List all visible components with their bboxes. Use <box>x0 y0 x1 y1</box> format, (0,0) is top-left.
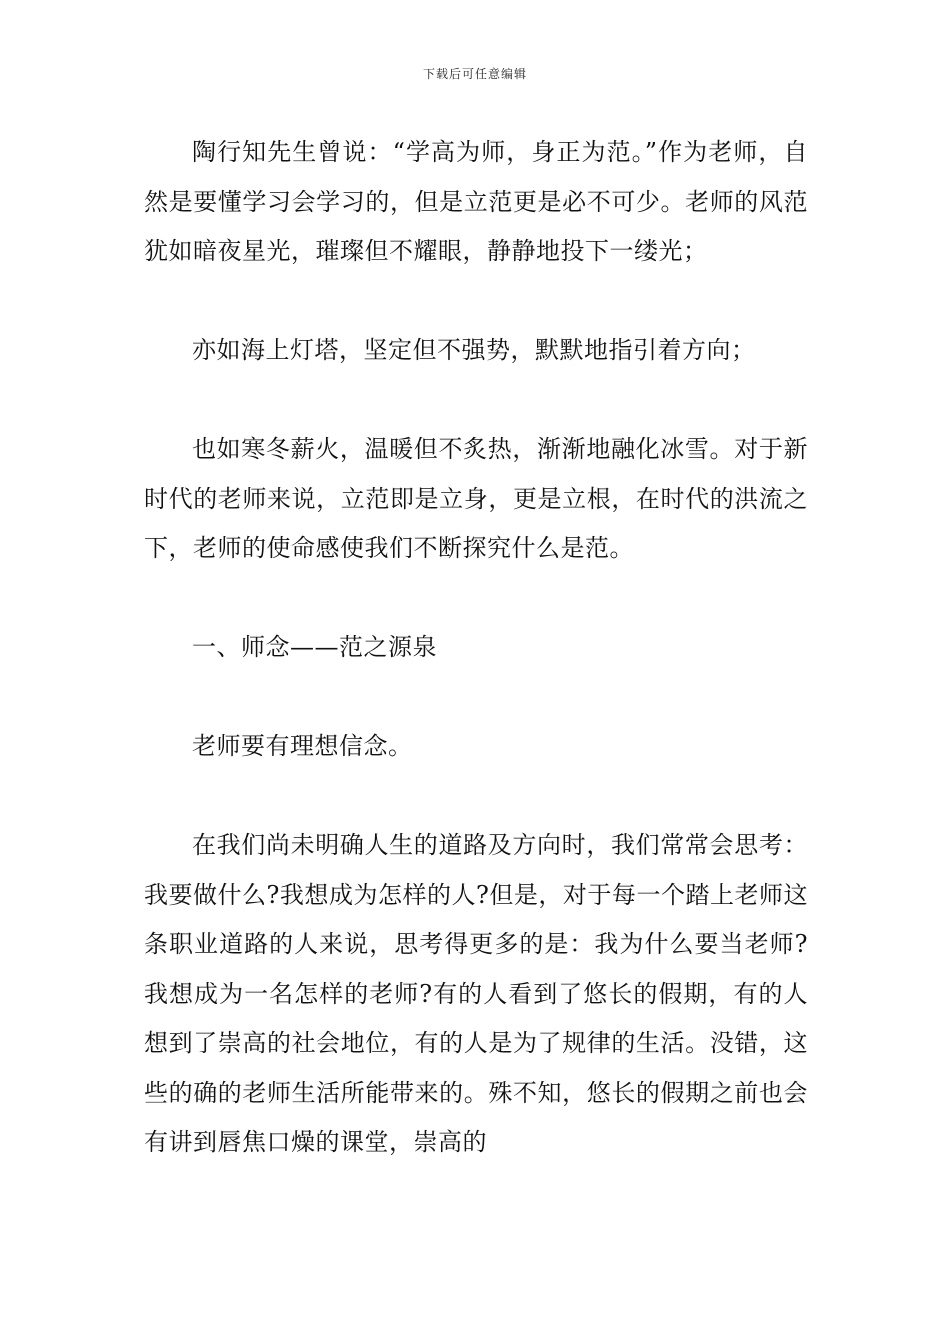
section-heading: 一、师念——范之源泉 <box>192 633 437 661</box>
paragraph-spacer <box>144 574 808 624</box>
paragraph-spacer <box>144 673 808 723</box>
paragraph-spacer <box>144 376 808 426</box>
paragraph-spacer <box>144 772 808 822</box>
paragraph-reflection: 在我们尚未明确人生的道路及方向时，我们常常会思考：我要做什么?我想成为怎样的人?但是，对于每一个踏上老师这条职业道路的人来说，思考得更多的是：我为什么要当老师?我想成为一名怎样的老师?有的人看到了悠长的假期，有的人想到了崇高的社会地位，有的人是为了规律的生活。没错，这些的确的老师生活所能带来的。殊不知，悠长的假期之前也会有讲到唇焦口燥的课堂，崇高的 <box>144 831 808 1156</box>
paragraph-spacer <box>144 277 808 327</box>
paragraph-lighthouse: 亦如海上灯塔，坚定但不强势，默默地指引着方向； <box>192 336 756 364</box>
document-body <box>144 128 808 1168</box>
paragraph-intro: 陶行知先生曾说：“学高为师，身正为范。”作为老师，自然是要懂学习会学习的，但是立范更是必不可少。老师的风范犹如暗夜星光，璀璨但不耀眼，静静地投下一缕光； <box>144 138 808 265</box>
paragraph-belief: 老师要有理想信念。 <box>192 732 413 760</box>
paragraph-fire: 也如寒冬薪火，温暖但不炙热，渐渐地融化冰雪。对于新时代的老师来说，立范即是立身，更是立根，在时代的洪流之下，老师的使命感使我们不断探究什么是范。 <box>144 435 808 562</box>
page-header-note: 下载后可任意编辑 <box>422 67 527 81</box>
